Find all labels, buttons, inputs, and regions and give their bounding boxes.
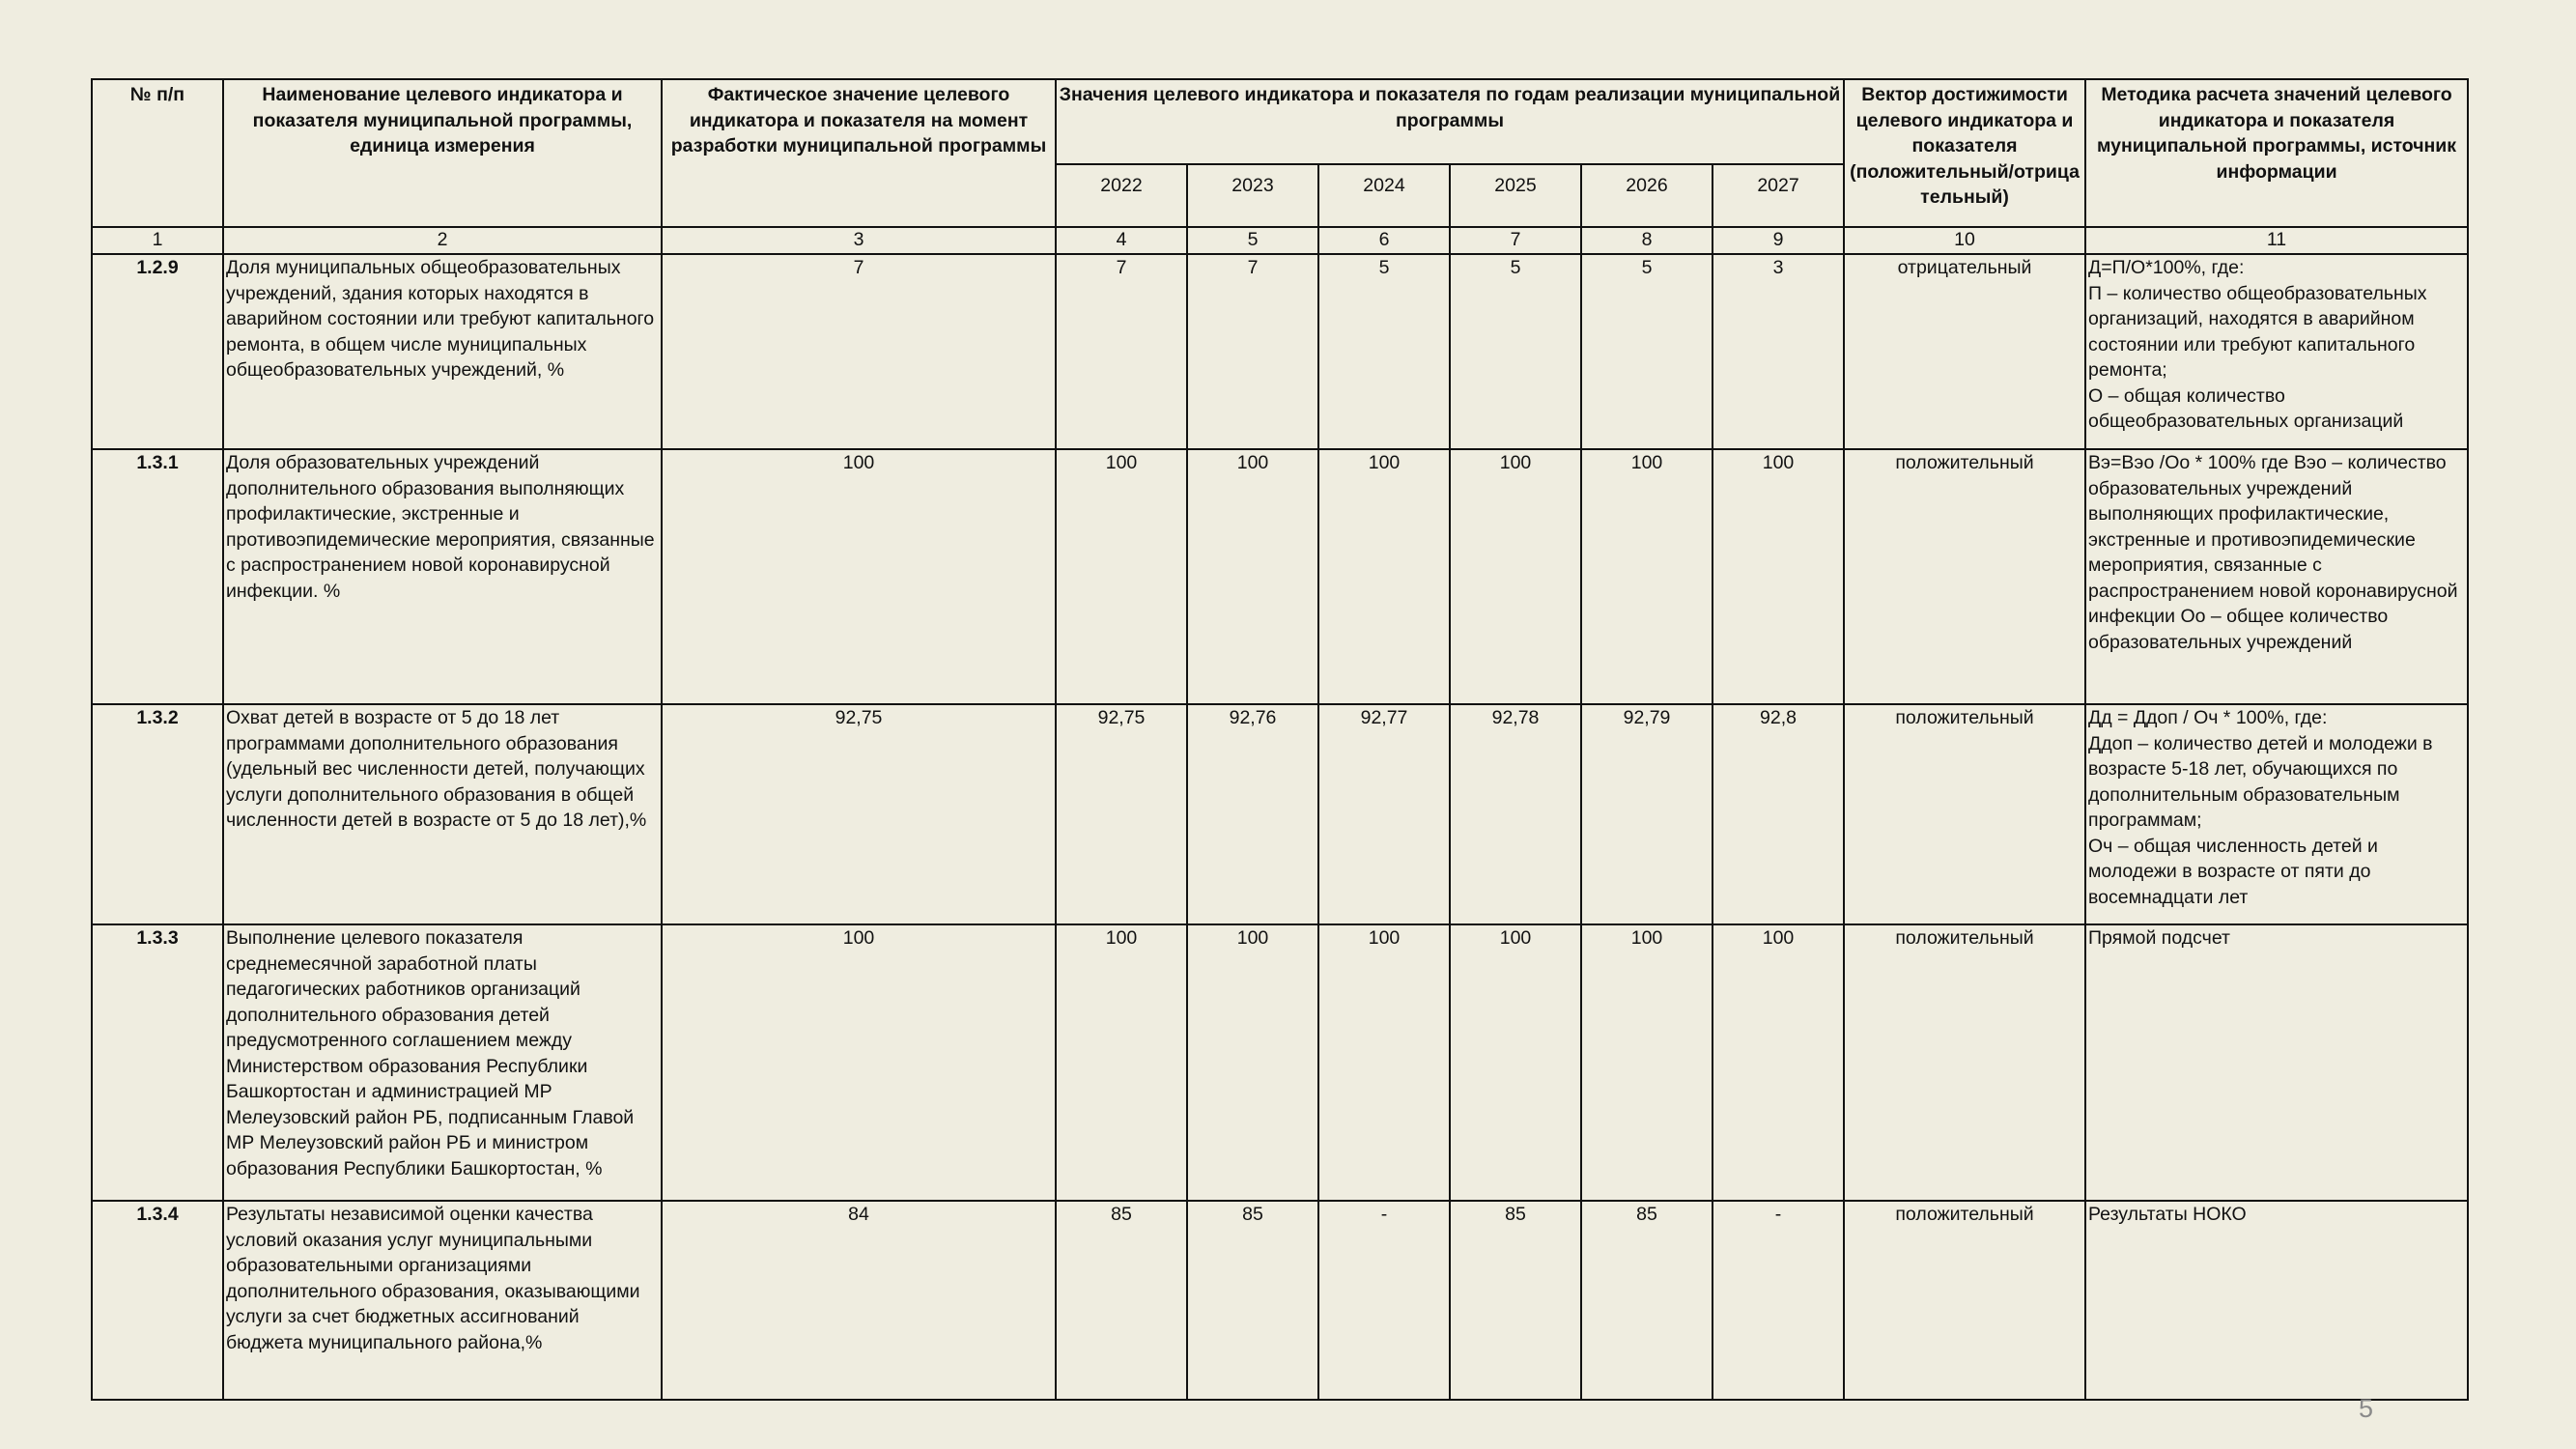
header-year: 2024 [1318,164,1450,227]
column-number: 1 [92,227,223,254]
column-number: 11 [2085,227,2468,254]
row-number: 1.3.3 [92,924,223,1201]
year-value: 100 [1713,449,1844,704]
header-year: 2022 [1056,164,1187,227]
vector-value: отрицательный [1844,254,2085,449]
year-value: 7 [1187,254,1318,449]
method-text: Прямой подсчет [2085,924,2468,1201]
page-number: 5 [2359,1394,2374,1423]
vector-value: положительный [1844,704,2085,924]
column-number: 5 [1187,227,1318,254]
indicator-name: Выполнение целевого показателя среднемесячной заработной платы педагогических работников организаций дополнительного образования детей предусмотренного соглашением между Министерством образования Республики Башкортостан и администрацией МР Мелеузовский район РБ, подписанным Главой МР Мелеузовский район РБ и министром образования Республики Башкортостан, % [223,924,662,1201]
header-name: Наименование целевого индикатора и показателя муниципальной программы, единица измерения [223,79,662,227]
header-vector: Вектор достижимости целевого индикатора и показателя (положительный/отрица тельный) [1844,79,2085,227]
fact-value: 100 [662,924,1056,1201]
year-value: - [1713,1201,1844,1400]
fact-value: 92,75 [662,704,1056,924]
row-number: 1.3.2 [92,704,223,924]
header-year: 2027 [1713,164,1844,227]
fact-value: 7 [662,254,1056,449]
fact-value: 100 [662,449,1056,704]
header-num: № п/п [92,79,223,227]
column-number: 10 [1844,227,2085,254]
year-value: 100 [1056,449,1187,704]
row-number: 1.2.9 [92,254,223,449]
fact-value: 84 [662,1201,1056,1400]
indicator-name: Результаты независимой оценки качества условий оказания услуг муниципальными образовательными организациями дополнительного образования, оказывающими услуги за счет бюджетных ассигнований бюджета муниципального района,% [223,1201,662,1400]
year-value: 100 [1318,449,1450,704]
indicators-table [91,78,2469,1401]
column-number: 3 [662,227,1056,254]
year-value: 7 [1056,254,1187,449]
column-number: 7 [1450,227,1581,254]
table-row [92,449,2468,704]
year-value: 3 [1713,254,1844,449]
year-value: 5 [1581,254,1713,449]
year-value: 100 [1450,449,1581,704]
column-number: 9 [1713,227,1844,254]
year-value: 92,78 [1450,704,1581,924]
year-value: 92,77 [1318,704,1450,924]
indicator-name: Доля образовательных учреждений дополнительного образования выполняющих профилактические, экстренные и противоэпидемические мероприятия, связанные с распространением новой коронавирусной инфекции. % [223,449,662,704]
year-value: 5 [1450,254,1581,449]
year-value: 100 [1056,924,1187,1201]
method-text: Вэ=Вэо /Оо * 100% где Вэо – количество образовательных учреждений выполняющих профилактические, экстренные и противоэпидемические мероприятия, связанные с распространением новой коронавирусной инфекции Оо – общее количество образовательных учреждений [2085,449,2468,704]
year-value: 100 [1318,924,1450,1201]
vector-value: положительный [1844,449,2085,704]
method-text: Д=П/О*100%, где: П – количество общеобразовательных организаций, находятся в аварийном состоянии или требуют капитального ремонта; О – общая количество общеобразовательных организаций [2085,254,2468,449]
year-value: 100 [1187,924,1318,1201]
year-value: 92,79 [1581,704,1713,924]
row-number: 1.3.1 [92,449,223,704]
year-value: 100 [1581,924,1713,1201]
header-year: 2026 [1581,164,1713,227]
indicator-name: Охват детей в возрасте от 5 до 18 лет программами дополнительного образования (удельный вес численности детей, получающих услуги дополнительного образования в общей численности детей в возрасте от 5 до 18 лет),% [223,704,662,924]
method-text: Дд = Ддоп / Оч * 100%, где: Ддоп – количество детей и молодежи в возрасте 5-18 лет, обучающихся по дополнительным образовательным программам; Оч – общая численность детей и молодежи в возрасте от пяти до восемнадцати лет [2085,704,2468,924]
year-value: 92,8 [1713,704,1844,924]
header-year: 2025 [1450,164,1581,227]
year-value: - [1318,1201,1450,1400]
row-number: 1.3.4 [92,1201,223,1400]
table-row [92,704,2468,924]
column-number: 4 [1056,227,1187,254]
year-value: 85 [1056,1201,1187,1400]
year-value: 92,75 [1056,704,1187,924]
column-number: 2 [223,227,662,254]
vector-value: положительный [1844,1201,2085,1400]
year-value: 85 [1581,1201,1713,1400]
method-text: Результаты НОКО [2085,1201,2468,1400]
year-value: 100 [1450,924,1581,1201]
column-numbers-row [92,227,2468,254]
column-number: 8 [1581,227,1713,254]
year-value: 100 [1187,449,1318,704]
table-row [92,924,2468,1201]
header-row [92,79,2468,164]
column-number: 6 [1318,227,1450,254]
table-row [92,254,2468,449]
year-value: 92,76 [1187,704,1318,924]
header-year: 2023 [1187,164,1318,227]
year-value: 5 [1318,254,1450,449]
vector-value: положительный [1844,924,2085,1201]
year-value: 85 [1187,1201,1318,1400]
header-method: Методика расчета значений целевого индикатора и показателя муниципальной программы, источник информации [2085,79,2468,227]
indicator-name: Доля муниципальных общеобразовательных учреждений, здания которых находятся в аварийном состоянии или требуют капитального ремонта, в общем числе муниципальных общеобразовательных учреждений, % [223,254,662,449]
header-years-group: Значения целевого индикатора и показателя по годам реализации муниципальной программы [1056,79,1844,164]
header-fact: Фактическое значение целевого индикатора и показателя на момент разработки муниципальной программы [662,79,1056,227]
year-value: 100 [1581,449,1713,704]
year-value: 85 [1450,1201,1581,1400]
year-value: 100 [1713,924,1844,1201]
table-row [92,1201,2468,1400]
